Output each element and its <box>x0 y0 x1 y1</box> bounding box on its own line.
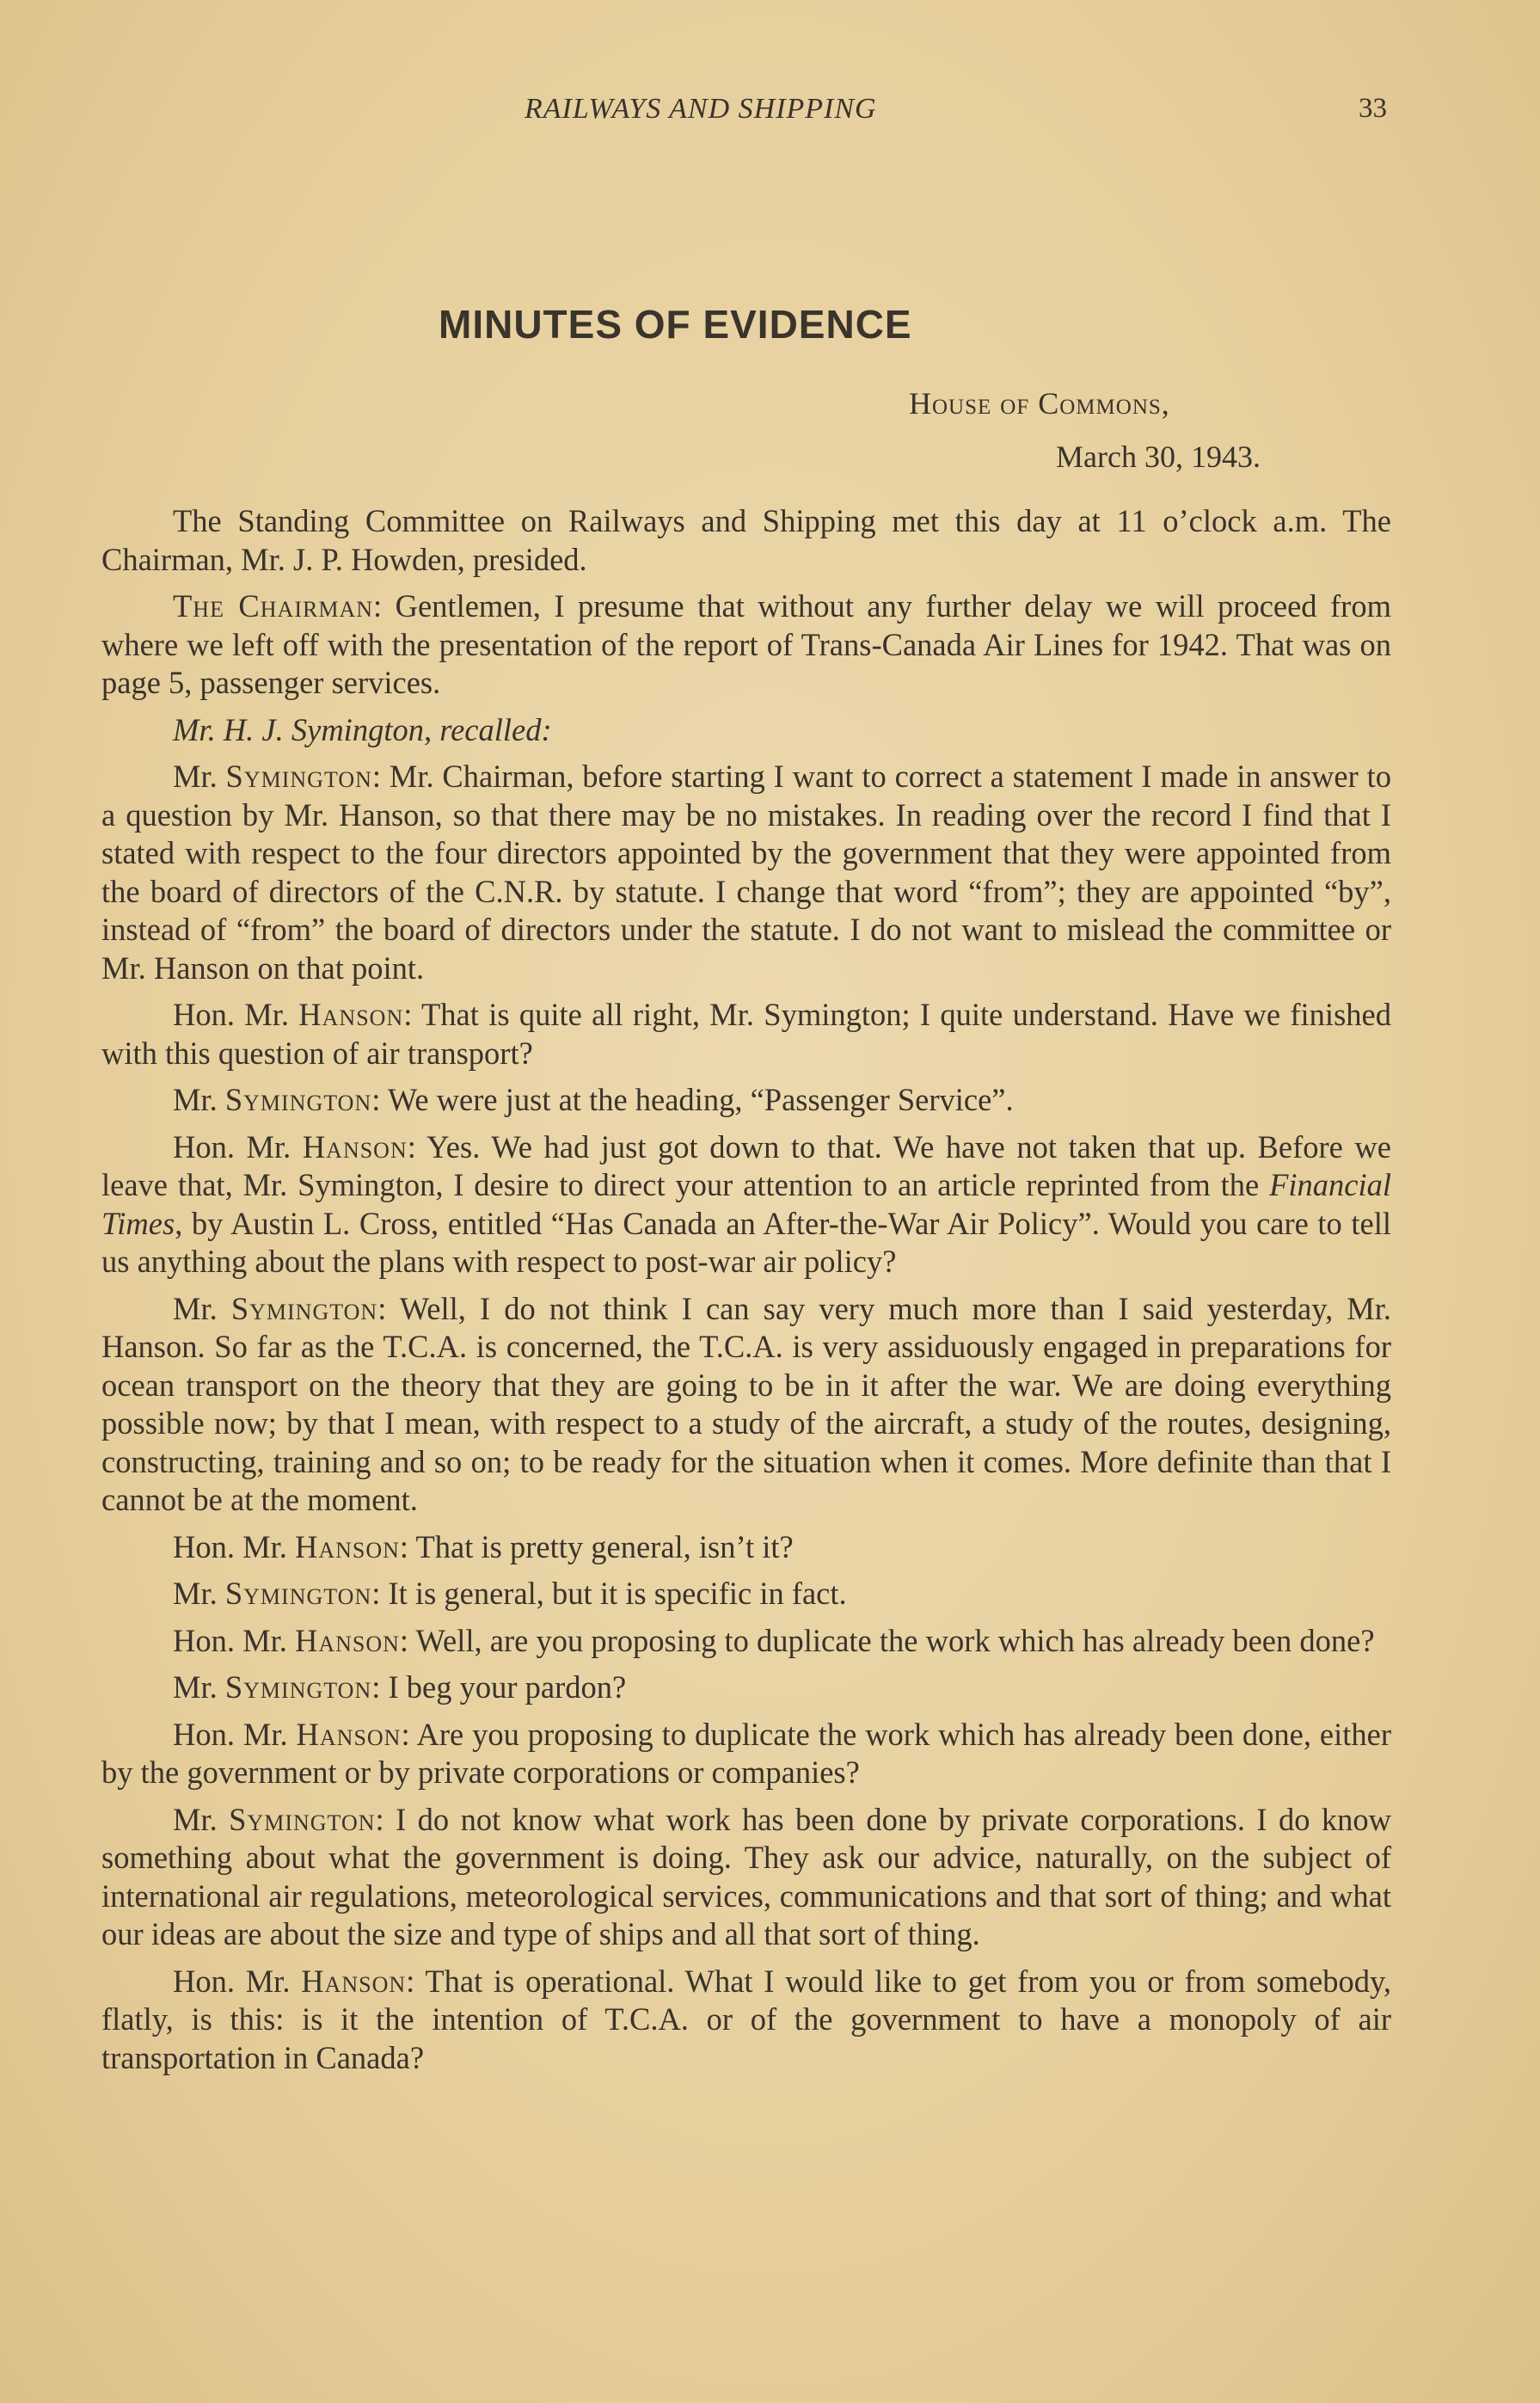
speaker-name: The Chairman <box>173 588 373 624</box>
speaker-name: Symington <box>230 1290 378 1326</box>
speaker-name: Hanson <box>298 997 404 1032</box>
running-head <box>0 93 1540 136</box>
paragraph-intro <box>101 502 1391 579</box>
witness-recalled: Mr. H. J. Symington, recalled: <box>173 711 552 747</box>
speaker-prefix: Mr. <box>173 1576 225 1611</box>
speech-paragraph <box>101 758 1391 987</box>
minutes-body <box>101 502 1391 2086</box>
meeting-place: House of Commons, <box>909 386 1170 421</box>
speaker-name: Hanson <box>302 1128 408 1165</box>
speech-paragraph <box>101 1716 1391 1792</box>
speaker-separator: : <box>407 1128 427 1165</box>
speaker-prefix: Mr. <box>173 1082 225 1117</box>
speaker-name: Hanson <box>301 1963 407 1999</box>
page-title: MINUTES OF EVIDENCE <box>439 302 912 347</box>
speaker-prefix: Mr. <box>173 759 226 794</box>
speaker-prefix: Hon. Mr. <box>173 1128 303 1165</box>
speech-paragraph <box>101 1290 1391 1520</box>
speaker-prefix: Hon. Mr. <box>173 1963 302 1999</box>
speech-text: That is pretty general, isn’t it? <box>415 1528 794 1564</box>
speech-text: We were just at the heading, “Passenger Service”. <box>387 1082 1014 1117</box>
speaker-prefix: Mr. <box>173 1801 230 1837</box>
speech-text: I do not know what work has been done by private corporations. I do know something about what the government is doing. They ask our advice, naturally, on the subject of international air regulations, meteorological services, communications and that sort of thing; and what our ideas are about the size and type of ships and all that sort of thing. <box>101 1801 1391 1951</box>
speaker-separator: : <box>403 997 422 1032</box>
speaker-name: Symington <box>224 1669 372 1705</box>
speaker-name: Hanson <box>294 1622 400 1658</box>
speaker-separator: : <box>371 1669 389 1705</box>
speech-text: Well, I do not think I can say very much more than I said yesterday, Mr. Hanson. So far as the T.C.A. is concerned, the T.C.A. is very assiduously engaged in preparations for ocean transport on the theory that they are going to be in it after the war. We are doing everything possible now; by that I mean, with respect to a study of the aircraft, a study of the routes, designing, constructing, training and so on; to be ready for the situation when it comes. More definite than that I cannot be at the moment. <box>101 1290 1392 1517</box>
speaker-prefix: Mr. <box>173 1290 231 1326</box>
speech-text: Yes. We had just got down to that. We have not taken that up. Before we leave that, Mr. Symington, I desire to direct your attention to an article reprinted from the <box>101 1128 1391 1202</box>
speaker-name: Symington <box>229 1801 376 1837</box>
meeting-date: March 30, 1943. <box>1056 439 1261 474</box>
speech-paragraph <box>101 1128 1391 1281</box>
running-title: RAILWAYS AND SHIPPING <box>525 93 877 125</box>
speaker-separator: : <box>406 1963 426 1999</box>
speech-text: I beg your pardon? <box>388 1669 627 1705</box>
speech-text: That is quite all right, Mr. Symington; I quite understand. Have we finished with this question of air transport? <box>101 997 1391 1071</box>
speaker-prefix: Hon. Mr. <box>173 1622 295 1658</box>
speaker-prefix: Hon. Mr. <box>173 997 299 1032</box>
speech-text: Are you proposing to duplicate the work which has already been done, either by the government or by private corporations or companies? <box>101 1716 1391 1790</box>
speaker-separator: : <box>371 1082 388 1117</box>
speech-text: Well, are you proposing to duplicate the work which has already been done? <box>415 1622 1375 1658</box>
speaker-name: Symington <box>225 759 372 794</box>
speech-paragraph <box>101 1669 1391 1707</box>
speech-paragraph <box>101 1622 1391 1661</box>
speech-paragraph <box>101 1801 1391 1954</box>
speaker-separator: : <box>373 588 396 624</box>
speaker-separator: : <box>377 1290 400 1326</box>
speaker-prefix: Mr. <box>173 1669 225 1705</box>
speaker-separator: : <box>399 1528 416 1564</box>
speaker-name: Symington <box>224 1576 372 1611</box>
speech-text: Mr. Chairman, before starting I want to correct a statement I made in answer to a question by Mr. Hanson, so that there may be no mistakes. In reading over the record I find that I stated with respect to the four directors appointed by the government that they were appointed from the board of directors of the C.N.R. by statute. I change that word “from”; they are appointed “by”, instead of “from” the board of directors under the statute. I do not want to mislead the committee or Mr. Hanson on that point. <box>101 759 1391 986</box>
speech-paragraph <box>101 1575 1391 1613</box>
speech-text: Gentlemen, I presume that without any further delay we will proceed from where we left off with the presentation of the report of Trans-Canada Air Lines for 1942. That was on page 5, passenger services. <box>101 588 1391 700</box>
page-number: 33 <box>1359 93 1387 124</box>
speaker-separator: : <box>399 1622 416 1658</box>
speaker-name: Hanson <box>296 1716 402 1752</box>
speech-text: It is general, but it is specific in fact. <box>388 1576 847 1611</box>
speech-text: That is operational. What I would like to get from you or from somebody, flatly, is this: is it the intention of T.C.A. or of the government to have a monopoly of air transportation in Canada? <box>101 1963 1391 2075</box>
speaker-separator: : <box>371 1576 389 1611</box>
speech-paragraph <box>101 1528 1391 1567</box>
speaker-prefix: Hon. Mr. <box>173 1716 297 1752</box>
speech-paragraph <box>101 1963 1391 2078</box>
speech-paragraph <box>101 587 1391 703</box>
speaker-separator: : <box>371 759 390 794</box>
speech-paragraph <box>101 996 1391 1072</box>
speaker-name: Symington <box>224 1082 372 1117</box>
speaker-name: Hanson <box>294 1528 400 1564</box>
paragraph-text: The Standing Committee on Railways and Shipping met this day at 11 o’clock a.m. The Chairman, Mr. J. P. Howden, presided. <box>101 503 1391 577</box>
speech-paragraph <box>101 1081 1391 1120</box>
speaker-separator: : <box>401 1716 417 1752</box>
publication-title: Financial Times <box>101 1167 1391 1241</box>
speaker-prefix: Hon. Mr. <box>173 1528 295 1564</box>
speaker-separator: : <box>375 1801 396 1837</box>
speech-text-continued: , by Austin L. Cross, entitled “Has Canada an After-the-War Air Policy”. Would you care to tell us anything about the plans with respect to post-war air policy? <box>101 1205 1391 1279</box>
